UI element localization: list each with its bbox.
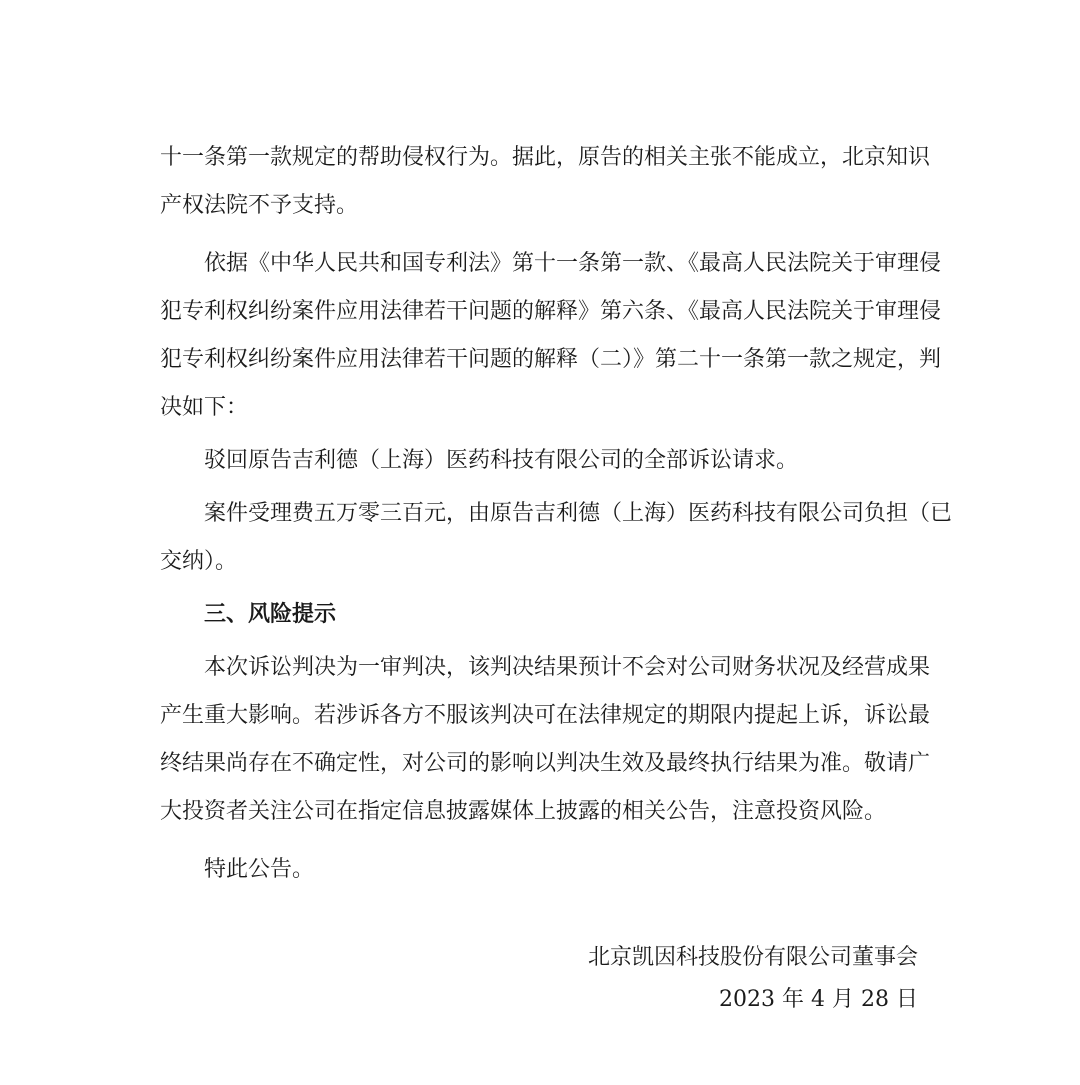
signature-company: 北京凯因科技股份有限公司董事会	[587, 945, 918, 970]
text-line: 终结果尚存在不确定性，对公司的影响以判决生效及最终执行结果为准。敬请广	[160, 751, 931, 776]
signature-date: 2023 年 4 月 28 日	[719, 987, 918, 1012]
text-line: 犯专利权纠纷案件应用法律若干问题的解释》第六条、《最高人民法院关于审理侵	[160, 299, 942, 324]
paragraph-judgment	[160, 437, 922, 485]
paragraph-closing	[160, 846, 922, 894]
paragraph-legal-basis	[160, 240, 942, 432]
text-line: 犯专利权纠纷案件应用法律若干问题的解释（二）》第二十一条第一款之规定，判	[160, 347, 942, 372]
text-line: 本次诉讼判决为一审判决，该判决结果预计不会对公司财务状况及经营成果	[204, 655, 931, 680]
closing-text: 特此公告。	[204, 857, 315, 882]
paragraph-risk-notice	[160, 644, 931, 836]
text-line: 依据《中华人民共和国专利法》第十一条第一款、《最高人民法院关于审理侵	[204, 251, 942, 276]
text-line: 案件受理费五万零三百元，由原告吉利德（上海）医药科技有限公司负担（已	[204, 501, 953, 526]
text-line: 驳回原告吉利德（上海）医药科技有限公司的全部诉讼请求。	[204, 448, 799, 473]
text-line: 产权法院不予支持。	[160, 193, 359, 218]
text-line: 十一条第一款规定的帮助侵权行为。据此，原告的相关主张不能成立，北京知识	[160, 145, 931, 170]
announcement-body	[160, 134, 953, 894]
text-line: 交纳）。	[160, 549, 238, 574]
paragraph-court-fee	[160, 490, 953, 586]
section-heading-risk: 三、风险提示	[204, 602, 337, 627]
text-line: 决如下：	[160, 395, 249, 420]
text-line: 产生重大影响。若涉诉各方不服该判决可在法律规定的期限内提起上诉，诉讼最	[160, 703, 931, 728]
text-line: 大投资者关注公司在指定信息披露媒体上披露的相关公告，注意投资风险。	[160, 799, 887, 824]
paragraph-ruling-conclusion	[160, 134, 931, 230]
